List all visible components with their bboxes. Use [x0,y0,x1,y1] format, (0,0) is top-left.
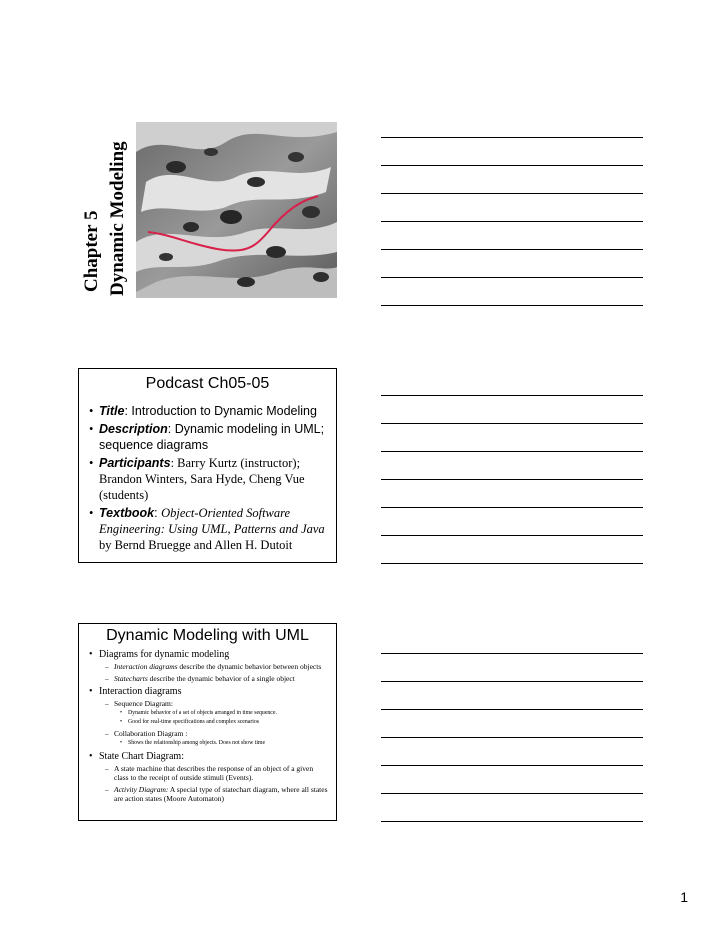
page-number: 1 [680,889,688,905]
fracture-photo [136,122,337,298]
bullet-diagrams: • Diagrams for dynamic modeling – Interaction diagrams describe the dynamic behavior between objects – Statecharts describe the dynamic behavior of a single object [89,649,328,683]
sub-statecharts: – Statecharts describe the dynamic behavior of a single object [105,674,328,683]
slide-2 [78,368,337,563]
slide-3-title: Dynamic Modeling with UML [106,627,309,644]
slide-2-title: Podcast Ch05-05 [145,375,270,392]
sub-activity: – Activity Diagram: A special type of statechart diagram, where all states are action states (Moore Automaton) [105,785,328,803]
sub-interaction: – Interaction diagrams describe the dynamic behavior between objects [105,662,328,671]
bullet-textbook: • Textbook: Object-Oriented Software Engineering: Using UML, Patterns and Java by Bernd Bruegge and Allen H. Dutoit [89,505,328,553]
sub-sequence: – Sequence Diagram: • Dynamic behavior of a set of objects arranged in time sequence. • Good for real-time specifications and complex scenarios [105,699,328,726]
sub-state-machine: – A state machine that describes the response of an object of a given class to the receipt of outside stimuli (Events). [105,764,328,782]
slide-3-bullets [79,649,336,803]
bullet-title: • Title: Introduction to Dynamic Modeling [89,403,328,419]
bullet-participants: • Participants: Barry Kurtz (instructor); Brandon Winters, Sara Hyde, Cheng Vue (students) [89,455,328,503]
bullet-interaction: • Interaction diagrams – Sequence Diagram: • Dynamic behavior of a set of objects arranged in time sequence. • Good for real-time specifications and complex scenarios – Collaboration Diagram : • Shows the relationship among objects. Does not show time [89,686,328,748]
bullet-statechart: • State Chart Diagram: – A state machine that describes the response of an object of a given class to the receipt of outside stimuli (Events). – Activity Diagram: A special type of statechart diagram, where all states are action states (Moore Automaton) [89,751,328,803]
slide-1 [78,122,337,298]
slide-3 [78,623,337,821]
slide-2-bullets [79,403,336,553]
sub-collaboration: – Collaboration Diagram : • Shows the relationship among objects. Does not show time [105,729,328,748]
title-line-2: Dynamic Modeling [107,141,128,296]
sub-collaboration-a: • Shows the relationship among objects. Does not show time [120,740,328,748]
sub-sequence-a: • Dynamic behavior of a set of objects arranged in time sequence. [120,710,328,718]
slide-1-title [78,122,138,298]
bullet-description: • Description: Dynamic modeling in UML; sequence diagrams [89,421,328,453]
title-line-1: Chapter 5 [81,210,102,292]
sub-sequence-b: • Good for real-time specifications and complex scenarios [120,719,328,727]
